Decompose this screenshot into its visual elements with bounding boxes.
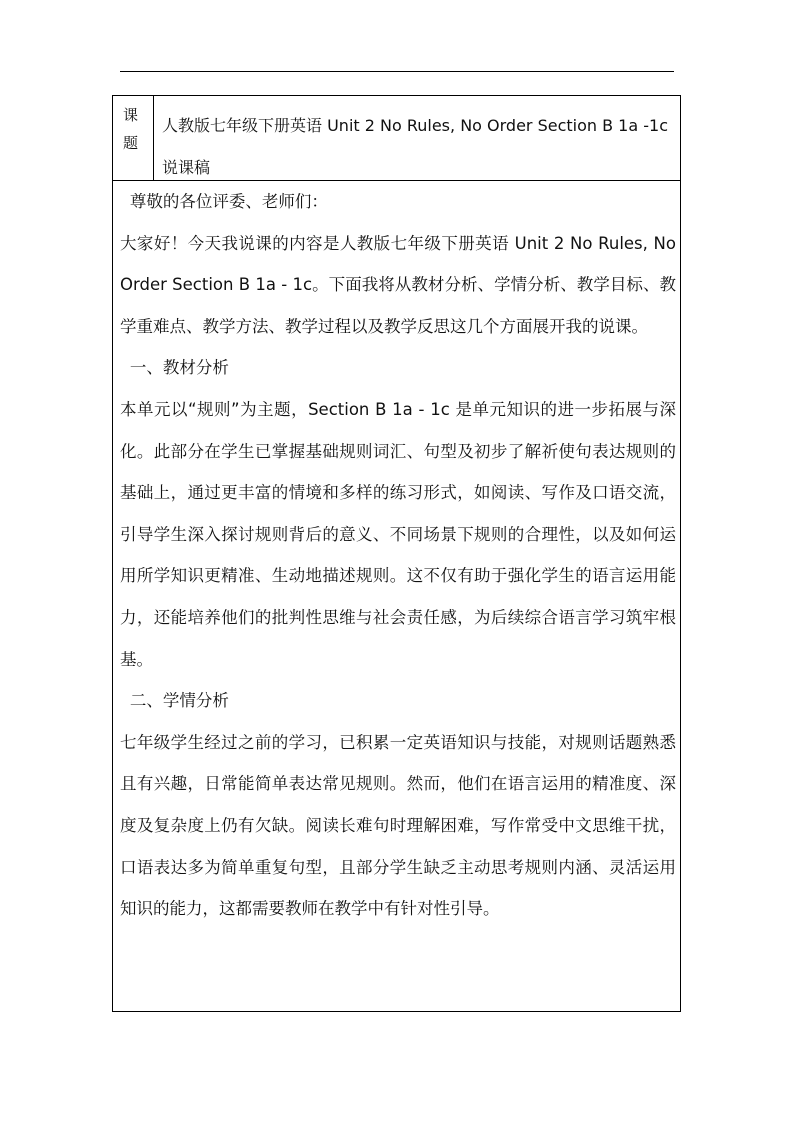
section1-paragraph: 本单元以“规则”为主题，Section B 1a - 1c 是单元知识的进一步拓展与深化。此部分在学生已掌握基础规则词汇、句型及初步了解祈使句表达规则的基础上，通过更丰富的情境和多样的练习形式，如阅读、写作及口语交流，引导学生深入探讨规则背后的意义、不同场景下规则的合理性，以及如何运用所学知识更精准、生动地描述规则。这不仅有助于强化学生的语言运用能力，还能培养他们的批判性思维与社会责任感，为后续综合语言学习筑牢根基。: [120, 399, 676, 669]
body-cell: [120, 181, 676, 930]
header-rule: [120, 71, 674, 72]
lesson-title: 人教版七年级下册英语 Unit 2 No Rules, No Order Section B 1a -1c 说课稿: [162, 116, 669, 177]
section2-heading: 二、学情分析: [129, 691, 229, 711]
section1-heading: 一、教材分析: [129, 358, 229, 378]
section2-paragraph: 七年级学生经过之前的学习，已积累一定英语知识与技能，对规则话题熟悉且有兴趣，日常能简单表达常见规则。然而，他们在语言运用的精准度、深度及复杂度上仍有欠缺。阅读长难句时理解困难，写作常受中文思维干扰，口语表达多为简单重复句型，且部分学生缺乏主动思考规则内涵、灵活运用知识的能力，这都需要教师在教学中有针对性引导。: [120, 732, 676, 919]
intro-paragraph: 大家好！今天我说课的内容是人教版七年级下册英语 Unit 2 No Rules, No Order Section B 1a - 1c。下面我将从教材分析、学情分析、教学目标、教学重难点、教学方法、教学过程以及教学反思这几个方面展开我的说课。: [120, 233, 676, 336]
greeting: 尊敬的各位评委、老师们：: [129, 192, 328, 211]
title-label-char-1: 课: [123, 106, 139, 124]
title-label-char-2: 题: [123, 134, 139, 152]
title-row: [113, 96, 680, 181]
title-label-cell: [113, 96, 154, 180]
lesson-table: [112, 95, 681, 1012]
